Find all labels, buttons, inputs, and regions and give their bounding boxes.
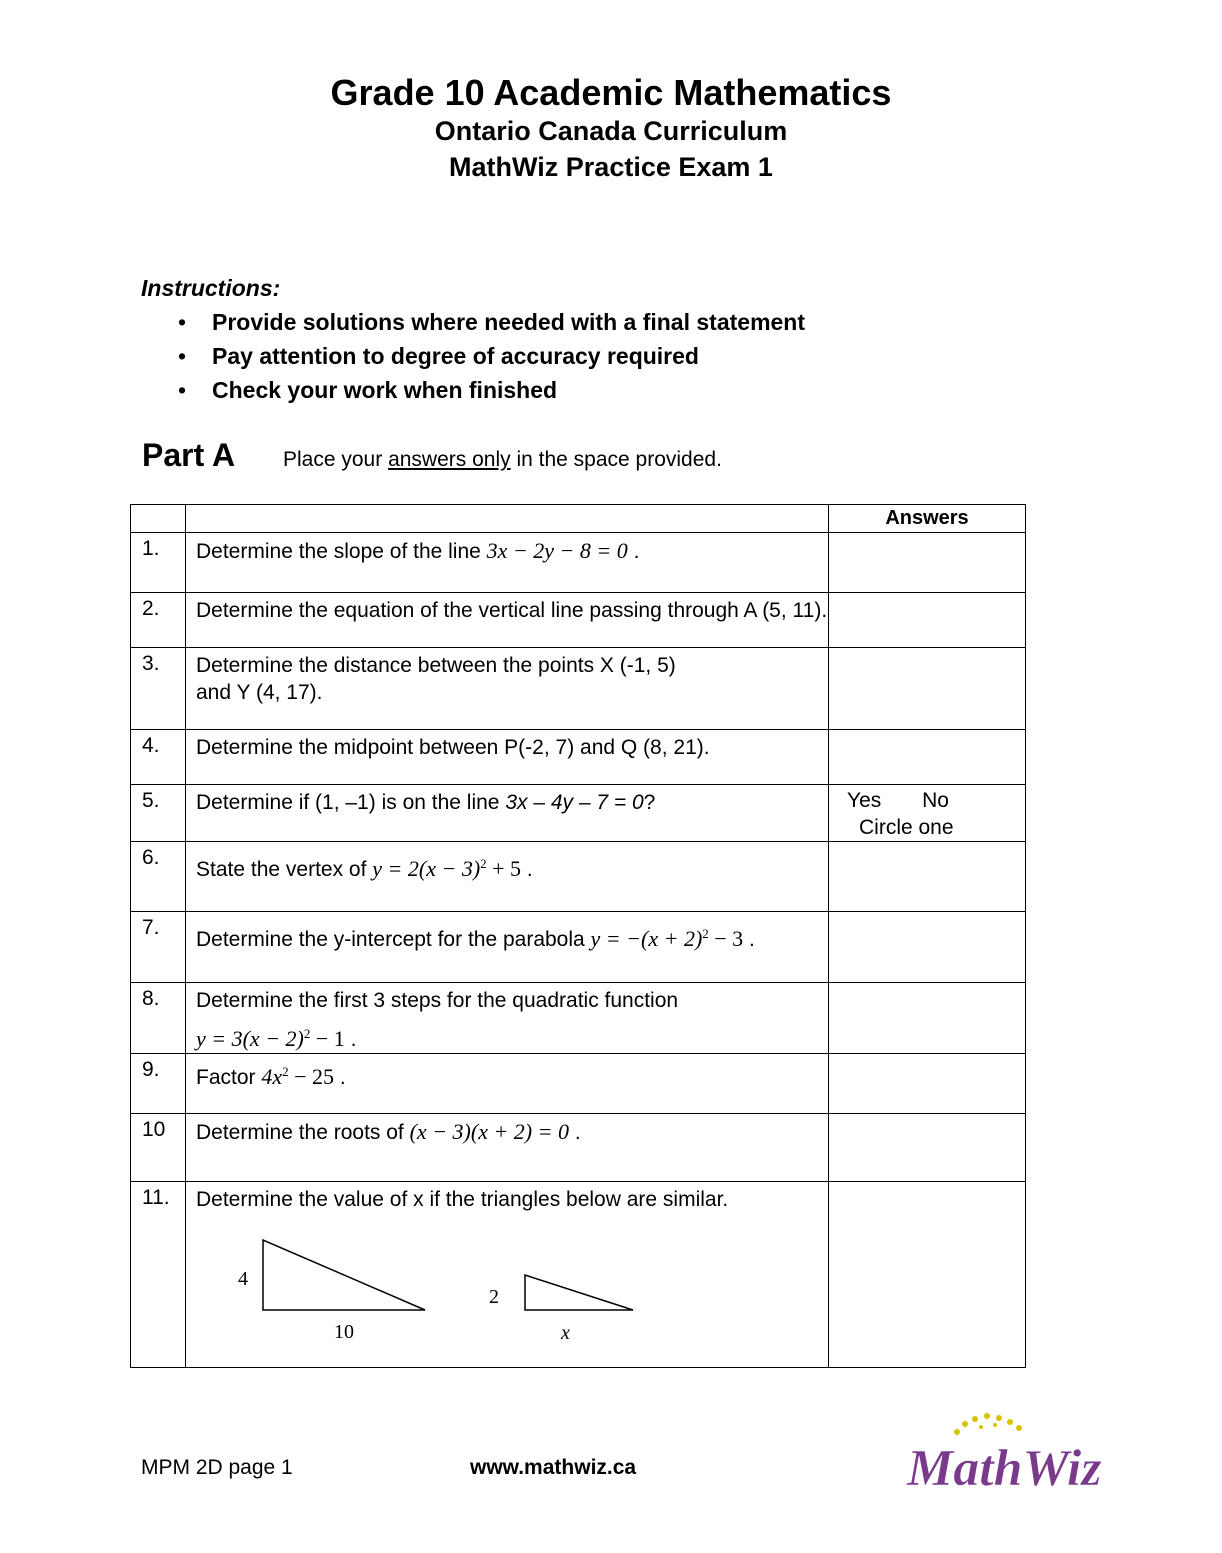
question-text: Determine the slope of the line 3x − 2y − 8 = 0 . [186,533,829,593]
question-text: Determine the midpoint between P(-2, 7) and Q (8, 21). [186,730,829,785]
question-number: 2. [131,593,186,648]
part-a-heading: Part A [142,437,236,473]
curriculum-subtitle: Ontario Canada Curriculum [434,116,788,146]
question-number: 9. [131,1054,186,1114]
table-header-row [131,505,1026,533]
table-row [131,730,1026,785]
small-triangle-height-label: 2 [489,1286,499,1308]
table-row [131,593,1026,648]
table-row [131,983,1026,1054]
question-text: Factor $4x^2 - 25$ . [186,1054,829,1114]
table-row [131,912,1026,983]
question-number: 11. [131,1182,186,1368]
bullet-icon: • [178,343,187,369]
footer-page-label: MPM 2D page 1 [141,1456,293,1479]
logo-text: MathWiz [907,1440,1102,1497]
instructions-list [178,307,805,409]
question-number: 7. [131,912,186,983]
table-row [131,1054,1026,1114]
answer-cell[interactable] [829,1114,1026,1182]
bullet-icon: • [178,309,187,335]
question-number: 10 [131,1114,186,1182]
table-row [131,533,1026,593]
answer-cell[interactable] [829,533,1026,593]
footer-url[interactable]: www.mathwiz.ca [470,1456,637,1479]
table-row [131,842,1026,912]
table-row [131,1114,1026,1182]
instructions-heading: Instructions: [141,275,281,301]
question-number: 3. [131,648,186,730]
questions-table [130,504,1026,1368]
question-text: Determine the value of x if the triangles below are similar. 4 10 2 x [186,1182,829,1368]
question-text: Determine the equation of the vertical line passing through A (5, 11). [186,593,829,648]
instruction-item: • Check your work when finished [178,377,558,403]
exam-name: MathWiz Practice Exam 1 [449,152,773,182]
yes-no-options[interactable]: Yes No [847,789,949,812]
answer-cell-yes-no[interactable] [829,785,1026,842]
small-triangle [525,1275,633,1310]
answer-cell[interactable] [829,1054,1026,1114]
answers-header: Answers [829,505,1026,533]
answer-cell[interactable] [829,842,1026,912]
mathwiz-logo [905,1410,1102,1500]
bullet-icon: • [178,377,187,403]
question-text: Determine the first 3 steps for the quadratic function $y = 3(x - 2)^2 - 1$ . [186,983,829,1054]
circle-one-hint: Circle one [859,816,954,839]
similar-triangles-figure [196,1217,696,1347]
instruction-item: • Provide solutions where needed with a final statement [178,309,806,335]
question-number: 4. [131,730,186,785]
table-row [131,785,1026,842]
table-row [131,1182,1026,1368]
question-text: Determine if (1, –1) is on the line 3x – 4y – 7 = 0? [186,785,829,842]
large-triangle [263,1240,425,1310]
instruction-item: • Pay attention to degree of accuracy required [178,343,699,369]
part-a-note: Place your answers only in the space provided. [283,448,722,471]
exam-title: Grade 10 Academic Mathematics [330,72,892,113]
question-number: 6. [131,842,186,912]
small-triangle-base-label: x [561,1322,570,1344]
question-number: 8. [131,983,186,1054]
question-text: State the vertex of $y = 2(x - 3)^2 + 5$ . [186,842,829,912]
answer-cell[interactable] [829,1182,1026,1368]
large-triangle-height-label: 4 [238,1268,248,1290]
logo-stars [954,1413,1022,1435]
question-text: Determine the distance between the points X (-1, 5) and Y (4, 17). [186,648,829,730]
table-row [131,648,1026,730]
question-text: Determine the roots of (x − 3)(x + 2) = 0 . [186,1114,829,1182]
answer-cell[interactable] [829,648,1026,730]
answer-cell[interactable] [829,730,1026,785]
answer-cell[interactable] [829,983,1026,1054]
answer-cell[interactable] [829,593,1026,648]
question-number: 1. [131,533,186,593]
question-number: 5. [131,785,186,842]
question-text: Determine the y-intercept for the parabola $y = -(x + 2)^2 - 3$ . [186,912,829,983]
answer-cell[interactable] [829,912,1026,983]
large-triangle-base-label: 10 [334,1321,354,1343]
